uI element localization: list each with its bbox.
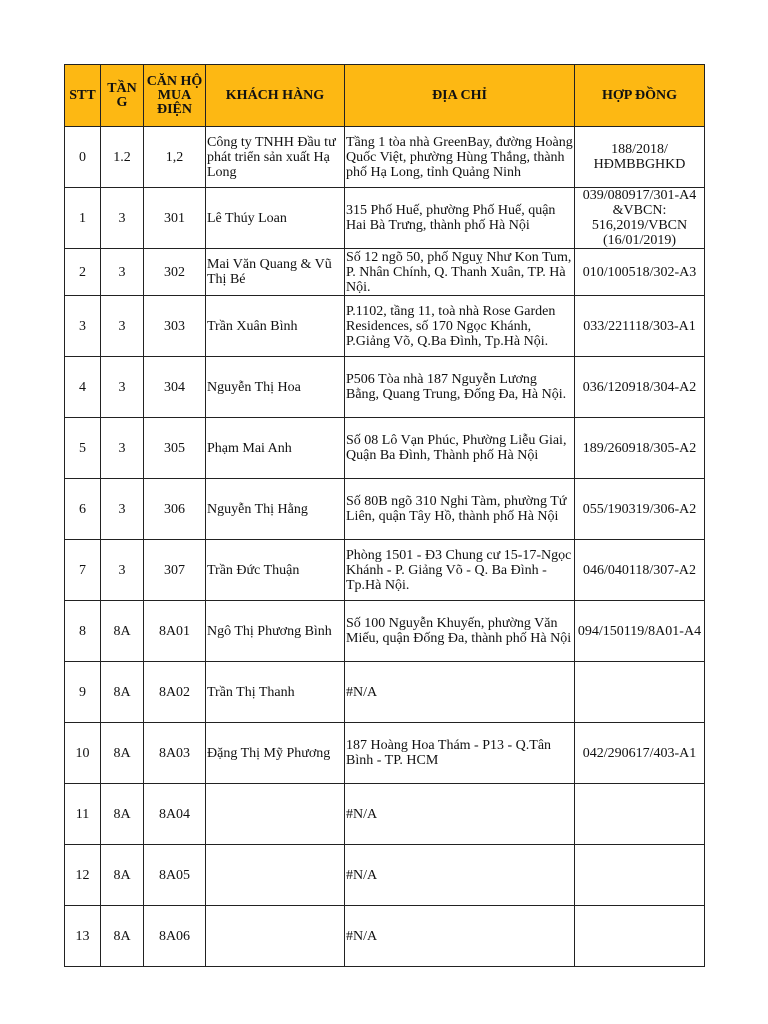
cell-khach-hang-text: Nguyễn Thị Hằng [207, 501, 308, 517]
cell-tang[interactable] [101, 723, 144, 784]
cell-can-ho[interactable] [144, 784, 206, 845]
cell-dia-chi[interactable] [345, 188, 575, 249]
cell-hop-dong-text: 055/190319/306-A2 [582, 501, 697, 517]
cell-dia-chi[interactable] [345, 249, 575, 296]
cell-tang-text: 3 [118, 501, 126, 517]
cell-khach-hang-text: Trần Xuân Bình [207, 318, 298, 334]
cell-stt[interactable] [65, 784, 101, 845]
cell-can-ho-text: 8A03 [158, 745, 191, 761]
table-row [65, 127, 705, 188]
cell-can-ho-text: 1,2 [165, 149, 184, 165]
cell-khach-hang[interactable] [206, 784, 345, 845]
cell-stt[interactable] [65, 418, 101, 479]
cell-dia-chi-text: #N/A [346, 928, 378, 944]
cell-dia-chi-text: 315 Phố Huế, phường Phố Huế, quận Hai Bà Trưng, thành phố Hà Nội [346, 203, 556, 233]
header-khach-hang: KHÁCH HÀNG [206, 65, 345, 127]
cell-dia-chi-text: #N/A [346, 806, 378, 822]
cell-can-ho[interactable] [144, 418, 206, 479]
cell-stt[interactable] [65, 723, 101, 784]
cell-hop-dong-text: 046/040118/307-A2 [582, 562, 697, 578]
cell-dia-chi[interactable] [345, 601, 575, 662]
cell-dia-chi[interactable] [345, 479, 575, 540]
cell-hop-dong-text: 036/120918/304-A2 [582, 379, 697, 395]
cell-tang-text: 3 [118, 318, 126, 334]
cell-hop-dong-text: 039/080917/301-A4 &VBCN: 516,2019/VBCN (16/01/2019) [582, 188, 697, 248]
cell-hop-dong-text: 094/150119/8A01-A4 [577, 623, 702, 639]
cell-tang-text: 8A [113, 806, 131, 822]
cell-dia-chi[interactable] [345, 127, 575, 188]
cell-khach-hang[interactable] [206, 418, 345, 479]
cell-stt-text: 13 [75, 928, 90, 944]
cell-can-ho-text: 8A01 [158, 623, 191, 639]
cell-dia-chi-text: #N/A [346, 684, 378, 700]
cell-tang[interactable] [101, 296, 144, 357]
table-row [65, 906, 705, 967]
table-row [65, 418, 705, 479]
cell-can-ho-text: 301 [164, 210, 185, 226]
cell-tang[interactable] [101, 662, 144, 723]
cell-hop-dong[interactable] [575, 249, 705, 296]
cell-can-ho-text: 8A06 [158, 928, 191, 944]
cell-dia-chi[interactable] [345, 906, 575, 967]
cell-khach-hang[interactable] [206, 723, 345, 784]
table-row [65, 784, 705, 845]
cell-stt-text: 1 [79, 210, 86, 226]
cell-dia-chi-text: Số 08 Lô Vạn Phúc, Phường Liễu Giai, Quận Ba Đình, Thành phố Hà Nội [346, 433, 567, 463]
cell-dia-chi-text: P.1102, tầng 11, toà nhà Rose Garden Residences, số 170 Ngọc Khánh, P.Giảng Võ, Q.Ba Đình, Tp.Hà Nội. [346, 303, 556, 349]
cell-hop-dong[interactable] [575, 188, 705, 249]
cell-can-ho[interactable] [144, 188, 206, 249]
cell-stt-text: 8 [79, 623, 86, 639]
cell-dia-chi-text: P506 Tòa nhà 187 Nguyễn Lương Bằng, Quang Trung, Đống Đa, Hà Nội. [346, 372, 567, 402]
cell-stt-text: 2 [79, 264, 86, 280]
cell-tang-text: 3 [118, 379, 126, 395]
cell-hop-dong-text: 188/2018/ HĐMBBGHKD [593, 142, 686, 172]
cell-hop-dong[interactable] [575, 845, 705, 906]
customer-table [64, 64, 705, 967]
cell-can-ho[interactable] [144, 723, 206, 784]
cell-hop-dong[interactable] [575, 127, 705, 188]
cell-tang-text: 8A [113, 928, 131, 944]
cell-stt-text: 3 [79, 318, 86, 334]
header-can-ho: CĂN HỘ MUA ĐIỆN [144, 65, 206, 127]
cell-dia-chi[interactable] [345, 357, 575, 418]
cell-can-ho[interactable] [144, 357, 206, 418]
cell-tang-text: 3 [118, 210, 126, 226]
cell-khach-hang-text: Đặng Thị Mỹ Phương [207, 745, 331, 761]
cell-stt[interactable] [65, 249, 101, 296]
cell-stt[interactable] [65, 127, 101, 188]
cell-can-ho[interactable] [144, 601, 206, 662]
cell-khach-hang-text: Công ty TNHH Đầu tư phát triển sản xuất Hạ Long [207, 134, 336, 180]
cell-khach-hang[interactable] [206, 296, 345, 357]
table-row [65, 479, 705, 540]
cell-stt-text: 6 [79, 501, 86, 517]
cell-can-ho-text: 303 [164, 318, 185, 334]
cell-tang-text: 3 [118, 264, 126, 280]
cell-khach-hang[interactable] [206, 540, 345, 601]
cell-tang[interactable] [101, 784, 144, 845]
cell-dia-chi[interactable] [345, 845, 575, 906]
cell-can-ho[interactable] [144, 249, 206, 296]
header-dia-chi: ĐỊA CHỈ [345, 65, 575, 127]
cell-tang-text: 3 [118, 562, 126, 578]
cell-stt[interactable] [65, 357, 101, 418]
cell-hop-dong[interactable] [575, 479, 705, 540]
cell-dia-chi[interactable] [345, 418, 575, 479]
cell-tang[interactable] [101, 479, 144, 540]
cell-tang-text: 8A [113, 623, 131, 639]
cell-tang-text: 8A [113, 867, 131, 883]
cell-stt[interactable] [65, 906, 101, 967]
cell-hop-dong[interactable] [575, 418, 705, 479]
cell-khach-hang[interactable] [206, 127, 345, 188]
cell-stt[interactable] [65, 296, 101, 357]
cell-stt[interactable] [65, 601, 101, 662]
cell-tang-text: 8A [113, 684, 131, 700]
header-row [65, 65, 705, 127]
cell-dia-chi[interactable] [345, 296, 575, 357]
cell-hop-dong[interactable] [575, 723, 705, 784]
cell-can-ho-text: 306 [164, 501, 185, 517]
cell-khach-hang[interactable] [206, 662, 345, 723]
cell-tang-text: 8A [113, 745, 131, 761]
cell-tang[interactable] [101, 418, 144, 479]
cell-tang[interactable] [101, 906, 144, 967]
table-row [65, 845, 705, 906]
cell-tang-text: 1.2 [113, 149, 131, 165]
cell-khach-hang[interactable] [206, 357, 345, 418]
cell-hop-dong-text: 042/290617/403-A1 [582, 745, 697, 761]
cell-tang[interactable] [101, 601, 144, 662]
table-row [65, 540, 705, 601]
cell-stt[interactable] [65, 845, 101, 906]
cell-stt-text: 5 [79, 440, 86, 456]
cell-hop-dong[interactable] [575, 357, 705, 418]
cell-dia-chi-text: 187 Hoàng Hoa Thám - P13 - Q.Tân Bình - TP. HCM [346, 738, 552, 768]
cell-khach-hang-text: Trần Thị Thanh [207, 684, 295, 700]
cell-can-ho[interactable] [144, 479, 206, 540]
cell-dia-chi-text: Số 100 Nguyễn Khuyến, phường Văn Miếu, quận Đống Đa, thành phố Hà Nội [346, 616, 572, 646]
cell-hop-dong-text: 010/100518/302-A3 [582, 264, 697, 280]
cell-stt-text: 7 [79, 562, 86, 578]
table-row [65, 662, 705, 723]
cell-khach-hang[interactable] [206, 601, 345, 662]
cell-hop-dong-text: 033/221118/303-A1 [583, 318, 696, 334]
cell-khach-hang-text: Mai Văn Quang & Vũ Thị Bé [207, 257, 332, 287]
cell-hop-dong-text: 189/260918/305-A2 [582, 440, 697, 456]
cell-stt-text: 10 [75, 745, 90, 761]
table-row [65, 601, 705, 662]
cell-stt-text: 0 [79, 149, 86, 165]
table-row [65, 188, 705, 249]
cell-dia-chi[interactable] [345, 540, 575, 601]
cell-can-ho-text: 8A02 [158, 684, 191, 700]
cell-can-ho[interactable] [144, 845, 206, 906]
cell-dia-chi-text: Số 80B ngõ 310 Nghi Tàm, phường Tứ Liên, quận Tây Hồ, thành phố Hà Nội [346, 494, 567, 524]
cell-can-ho[interactable] [144, 662, 206, 723]
cell-can-ho[interactable] [144, 540, 206, 601]
cell-hop-dong[interactable] [575, 784, 705, 845]
cell-stt[interactable] [65, 479, 101, 540]
cell-dia-chi-text: #N/A [346, 867, 378, 883]
cell-dia-chi-text: Số 12 ngõ 50, phố Nguỵ Như Kon Tum, P. Nhân Chính, Q. Thanh Xuân, TP. Hà Nội. [346, 249, 572, 295]
cell-dia-chi[interactable] [345, 662, 575, 723]
cell-khach-hang[interactable] [206, 479, 345, 540]
cell-stt[interactable] [65, 662, 101, 723]
cell-khach-hang-text: Lê Thúy Loan [207, 210, 287, 226]
cell-tang[interactable] [101, 127, 144, 188]
cell-stt-text: 9 [79, 684, 86, 700]
header-stt: STT [65, 65, 101, 127]
cell-can-ho[interactable] [144, 296, 206, 357]
cell-tang[interactable] [101, 249, 144, 296]
cell-tang-text: 3 [118, 440, 126, 456]
cell-can-ho-text: 302 [164, 264, 185, 280]
header-hop-dong: HỢP ĐỒNG [575, 65, 705, 127]
cell-dia-chi[interactable] [345, 784, 575, 845]
table-row [65, 249, 705, 296]
cell-khach-hang-text: Trần Đức Thuận [207, 562, 300, 578]
cell-stt[interactable] [65, 540, 101, 601]
cell-tang[interactable] [101, 845, 144, 906]
cell-dia-chi[interactable] [345, 723, 575, 784]
cell-khach-hang-text: Phạm Mai Anh [207, 440, 292, 456]
cell-tang[interactable] [101, 188, 144, 249]
cell-stt-text: 4 [79, 379, 86, 395]
cell-dia-chi-text: Tầng 1 tòa nhà GreenBay, đường Hoàng Quốc Việt, phường Hùng Thắng, thành phố Hạ Long, tỉnh Quảng Ninh [346, 134, 573, 180]
cell-can-ho-text: 305 [164, 440, 185, 456]
cell-hop-dong[interactable] [575, 906, 705, 967]
table-row [65, 723, 705, 784]
cell-stt-text: 11 [75, 806, 90, 822]
table-row [65, 357, 705, 418]
cell-khach-hang-text: Ngô Thị Phương Bình [207, 623, 332, 639]
cell-tang[interactable] [101, 357, 144, 418]
cell-khach-hang[interactable] [206, 188, 345, 249]
cell-khach-hang[interactable] [206, 249, 345, 296]
cell-stt-text: 12 [75, 867, 90, 883]
cell-hop-dong[interactable] [575, 662, 705, 723]
cell-can-ho-text: 8A05 [158, 867, 191, 883]
cell-khach-hang-text: Nguyễn Thị Hoa [207, 379, 301, 395]
cell-khach-hang[interactable] [206, 906, 345, 967]
cell-can-ho[interactable] [144, 906, 206, 967]
cell-can-ho[interactable] [144, 127, 206, 188]
cell-can-ho-text: 307 [164, 562, 185, 578]
cell-tang[interactable] [101, 540, 144, 601]
cell-stt[interactable] [65, 188, 101, 249]
cell-can-ho-text: 8A04 [158, 806, 191, 822]
table-row [65, 296, 705, 357]
cell-dia-chi-text: Phòng 1501 - Đ3 Chung cư 15-17-Ngọc Khánh - P. Giảng Võ - Q. Ba Đình - Tp.Hà Nội. [346, 547, 572, 593]
cell-hop-dong[interactable] [575, 296, 705, 357]
cell-hop-dong[interactable] [575, 601, 705, 662]
header-tang: TẦN G [101, 65, 144, 127]
cell-hop-dong[interactable] [575, 540, 705, 601]
cell-can-ho-text: 304 [164, 379, 185, 395]
cell-khach-hang[interactable] [206, 845, 345, 906]
